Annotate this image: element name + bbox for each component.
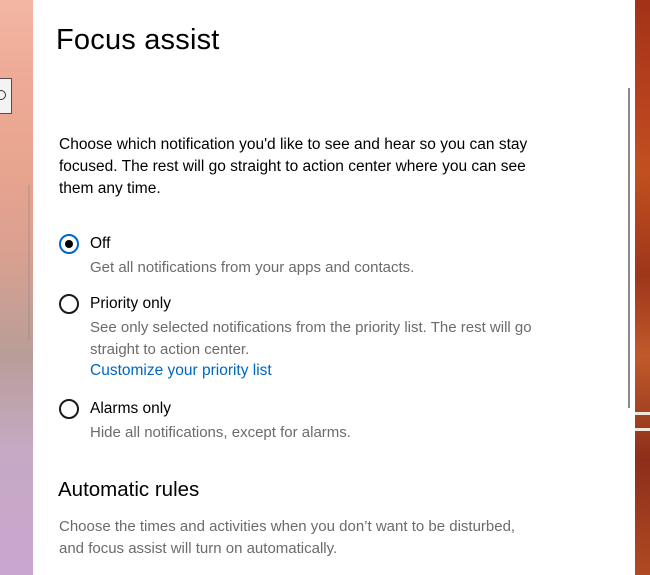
radio-priority-only[interactable] (59, 294, 79, 314)
circle-icon (0, 90, 6, 100)
vertical-scrollbar[interactable] (628, 88, 630, 408)
background-window-control (0, 78, 12, 114)
intro-text: Choose which notification you'd like to see and hear so you can stay focused. The rest will go straight to action center where you can see them any time. (59, 136, 528, 197)
page-title: Focus assist (56, 24, 220, 56)
option-priority-only-label[interactable]: Priority only (90, 295, 171, 312)
option-off-label[interactable]: Off (90, 235, 111, 252)
option-off-description: Get all notifications from your apps and contacts. (90, 259, 415, 276)
wallpaper-stripe (635, 412, 650, 415)
option-priority-only-description: See only selected notifications from the priority list. The rest will go straight to action center. (90, 319, 532, 358)
customize-priority-list-link[interactable]: Customize your priority list (90, 362, 272, 379)
background-window-edge (28, 185, 30, 340)
settings-panel (33, 0, 635, 575)
option-alarms-only-description: Hide all notifications, except for alarms. (90, 424, 351, 441)
automatic-rules-description: Choose the times and activities when you don’t want to be disturbed, and focus assist will turn on automatically. (59, 518, 516, 557)
automatic-rules-heading: Automatic rules (58, 478, 200, 501)
radio-alarms-only[interactable] (59, 399, 79, 419)
option-alarms-only-label[interactable]: Alarms only (90, 400, 171, 417)
wallpaper-stripe (635, 428, 650, 431)
desktop-wallpaper-right (635, 0, 650, 575)
radio-off[interactable] (59, 234, 79, 254)
